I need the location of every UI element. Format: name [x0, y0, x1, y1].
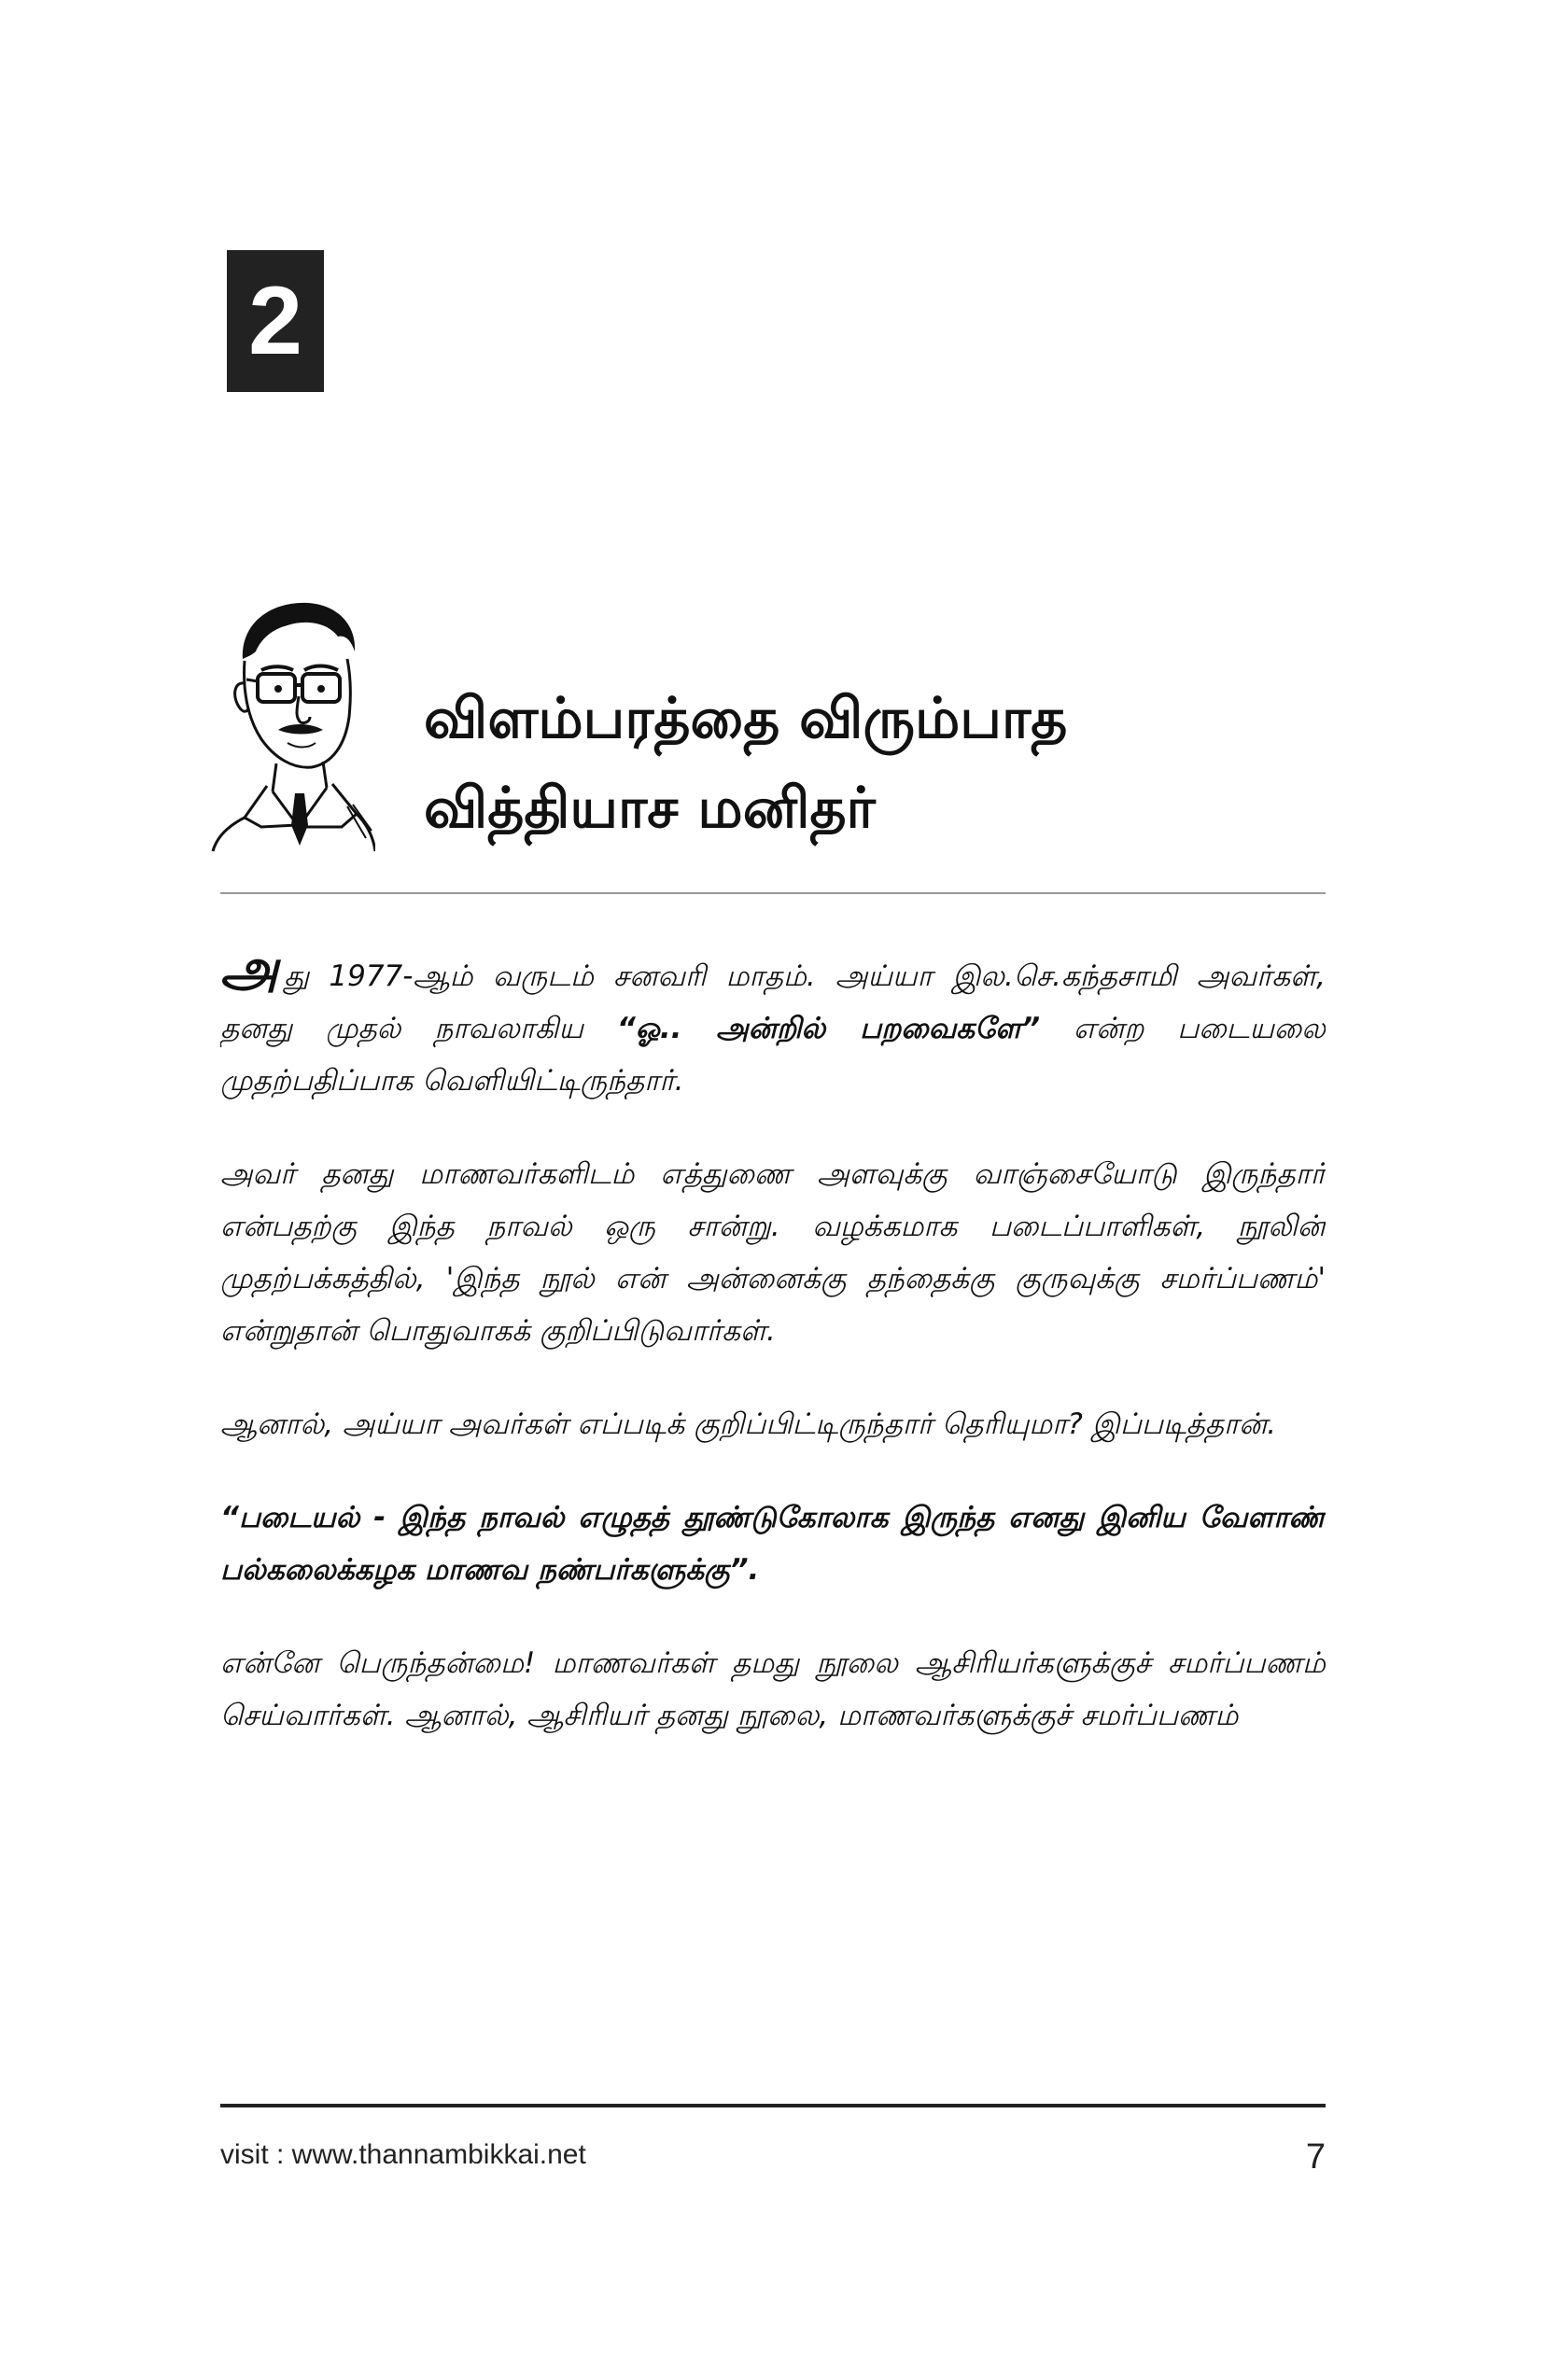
dedication-quote: “படையல் - இந்த நாவல் எழுதத் தூண்டுகோலாக இருந்த எனது இனிய வேளாண் பல்கலைக்கழக மாணவ நண்பர்களுக்கு”.: [220, 1501, 1326, 1587]
paragraph-3: ஆனால், அய்யா அவர்கள் எப்படிக் குறிப்பிட்டிருந்தார் தெரியுமா? இப்படித்தான்.: [220, 1407, 1277, 1441]
drop-initial: அ: [220, 950, 279, 999]
chapter-title: [424, 674, 1357, 853]
author-portrait-sketch: [207, 594, 375, 855]
body-text: [220, 950, 1326, 2063]
paragraph-1: [220, 950, 1326, 1107]
paragraph-2: அவர் தனது மாணவர்களிடம் எத்துணை அளவுக்கு வாஞ்சையோடு இருந்தார் என்பதற்கு இந்த நாவல் ஒரு சான்று. வழக்கமாக படைப்பாளிகள், நூலின் முதற்பக்கத்தில், 'இந்த நூல் என் அன்னைக்கு தந்தைக்கு குருவுக்கு சமர்ப்பணம்' என்றுதான் பொதுவாகக் குறிப்பிடுவார்கள்.: [220, 1157, 1326, 1348]
chapter-title-line-2: வித்தியாச மனிதர்: [424, 776, 876, 841]
paragraph-1-text-a: து 1977-ஆம் வருடம் சனவரி மாதம். அய்யா இல.செ.கந்தசாமி அவர்கள், தனது முதல் நாவலாகிய: [220, 959, 1326, 1045]
chapter-title-line-1: விளம்பரத்தை விரும்பாத: [424, 686, 1068, 751]
chapter-number: 2: [248, 267, 302, 375]
paragraph-1-text-b: என்ற படையலை முதற்பதிப்பாக வெளியிட்டிருந்தார்.: [220, 1012, 1326, 1098]
title-divider: [220, 892, 1326, 894]
book-title: “ஓ.. அன்றில் பறவைகளே”: [616, 1012, 1041, 1045]
chapter-number-badge: [227, 250, 324, 392]
footer-divider: [220, 2104, 1326, 2107]
paragraph-5: என்னே பெருந்தன்மை! மாணவர்கள் தமது நூலை ஆசிரியர்களுக்குச் சமர்ப்பணம் செய்வார்கள். ஆனால், ஆசிரியர் தனது நூலை, மாணவர்களுக்குச் சமர்ப்பணம்: [220, 1646, 1326, 1732]
footer-website: visit : www.thannambikkai.net: [220, 2139, 586, 2170]
page-number: 7: [1305, 2137, 1326, 2177]
